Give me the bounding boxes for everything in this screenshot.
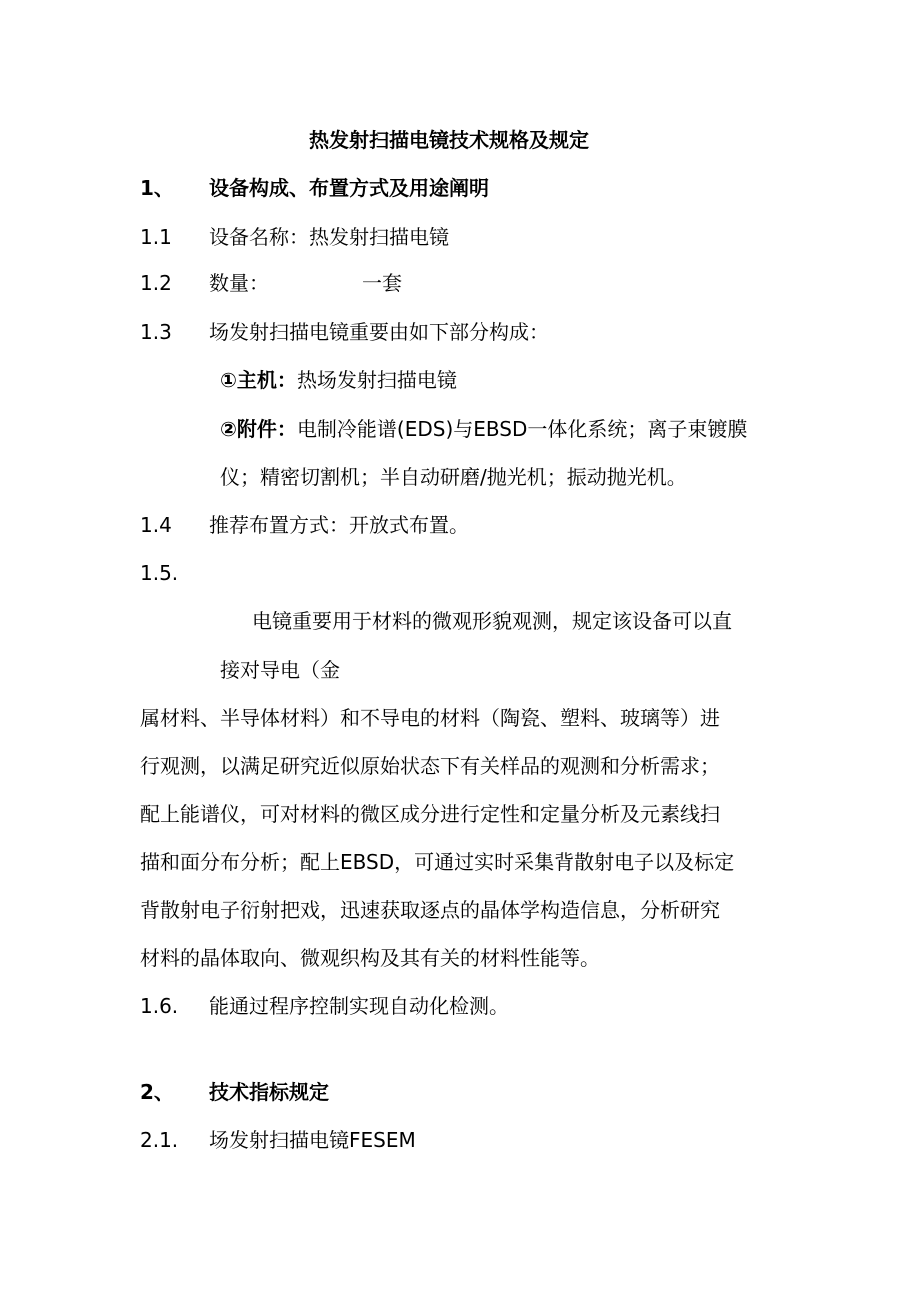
- item-1-5-body-line: 配上能谱仪，可对材料的微区成分进行定性和定量分析及元素线扫: [140, 802, 720, 826]
- item-1-1-number: 1.1: [140, 225, 172, 249]
- main-unit-text: 热场发射扫描电镜: [296, 368, 457, 392]
- item-1-5-number: 1.5.: [140, 561, 179, 585]
- item-1-5-body-line: 行观测，以满足研究近似原始状态下有关样品的观测和分析需求；: [140, 754, 720, 778]
- item-1-3-text: 场发射扫描电镜重要由如下部分构成：: [209, 320, 549, 344]
- section-1-number: 1、: [140, 176, 174, 200]
- item-2-1-number: 2.1.: [140, 1128, 179, 1152]
- main-unit-line: [220, 370, 457, 390]
- item-1-2-value: 一套: [362, 271, 402, 295]
- attachments-text: 电制冷能谱(EDS)与EBSD一体化系统；离子束镀膜: [296, 417, 748, 441]
- item-1-2-label: 数量：: [209, 271, 269, 295]
- item-1-6-text: 能通过程序控制实现自动化检测。: [209, 994, 509, 1018]
- item-1-2-number: 1.2: [140, 271, 172, 295]
- item-1-4-text: 推荐布置方式：开放式布置。: [209, 513, 469, 537]
- section-1-heading: 设备构成、布置方式及用途阐明: [209, 176, 489, 200]
- attachments-line-1: [220, 419, 747, 439]
- item-1-5-body-line: 描和面分布分析；配上EBSD，可通过实时采集背散射电子以及标定: [140, 850, 735, 874]
- document-title: 热发射扫描电镜技术规格及规定: [309, 128, 589, 152]
- section-2-number: 2、: [140, 1080, 174, 1104]
- item-1-5-body-line: 属材料、半导体材料）和不导电的材料（陶瓷、塑料、玻璃等）进: [140, 706, 720, 730]
- item-2-1-text: 场发射扫描电镜FESEM: [209, 1128, 416, 1152]
- item-1-5-line-2: 接对导电（金: [220, 658, 340, 682]
- item-1-6-number: 1.6.: [140, 994, 179, 1018]
- item-1-5-line-1: 电镜重要用于材料的微观形貌观测，规定该设备可以直: [252, 609, 732, 633]
- item-1-5-body-line: 材料的晶体取向、微观织构及其有关的材料性能等。: [140, 946, 600, 970]
- section-2-heading: 技术指标规定: [209, 1080, 329, 1104]
- attachments-label: ②附件：: [220, 417, 297, 441]
- item-1-1-text: 设备名称：热发射扫描电镜: [209, 225, 449, 249]
- main-unit-label: ①主机：: [220, 368, 297, 392]
- item-1-5-body-line: 背散射电子衍射把戏，迅速获取逐点的晶体学构造信息，分析研究: [140, 898, 720, 922]
- item-1-3-number: 1.3: [140, 320, 172, 344]
- attachments-line-2: 仪；精密切割机；半自动研磨/抛光机；振动抛光机。: [220, 465, 687, 489]
- item-1-4-number: 1.4: [140, 513, 172, 537]
